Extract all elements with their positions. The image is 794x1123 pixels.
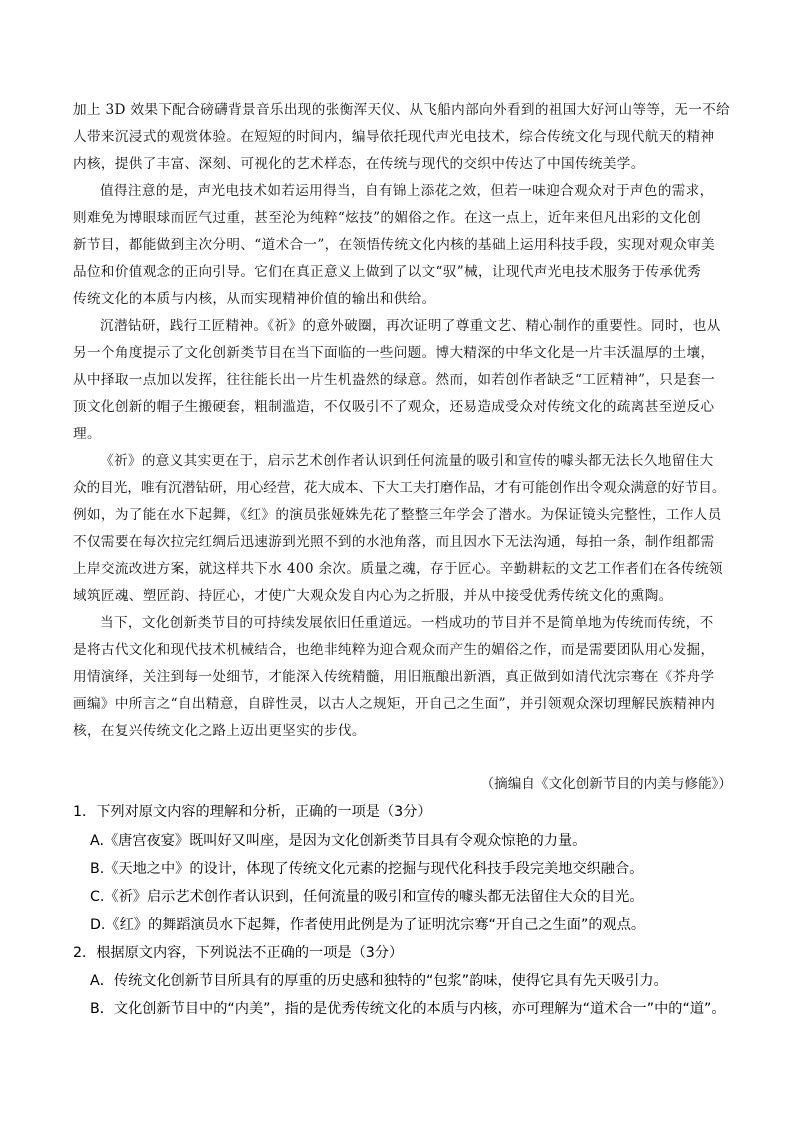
question-stem: 1．下列对原文内容的理解和分析，正确的一项是（3分） xyxy=(73,804,432,820)
passage-line: 则难免为博眼球而匠气过重，甚至沦为纯粹“炫技”的媚俗之作。在这一点上，近年来但凡出彩的文化创 xyxy=(73,210,702,226)
question-stem: 2．根据原文内容，下列说法不正确的一项是（3分） xyxy=(73,945,404,961)
passage-line: 是将古代文化和现代技术机械结合，也绝非纯粹为迎合观众而产生的媚俗之作，而是需要团队用心发掘， xyxy=(73,642,715,658)
passage-line: 域筑匠魂、塑匠韵、持匠心，才使广大观众发自内心为之折服，并从中接受优秀传统文化的熏陶。 xyxy=(73,588,673,604)
passage-line: 众的目光，唯有沉潜钻研，用心经营，花大成本、下大工夫打磨作品，才有可能创作出令观众满意的好节目。 xyxy=(73,480,726,496)
passage-line: 新节目，都能做到主次分明、“道术合一”，在领悟传统文化内核的基础上运用科技手段，实现对观众审美 xyxy=(73,237,716,253)
passage-line: 加上 3D 效果下配合磅礴背景音乐出现的张衡浑天仪、从飞船内部向外看到的祖国大好河山等等，无一不给 xyxy=(73,102,731,118)
passage-line: 上岸交流改进方案，就这样共下水 400 余次。质量之魂，存于匠心。辛勤耕耘的文艺工作者们在各传统领 xyxy=(73,561,723,577)
option-d[interactable]: D.《红》的舞蹈演员水下起舞，作者使用此例是为了证明沈宗骞“开自己之生面”的观点。 xyxy=(90,917,646,933)
passage-line: 顶文化创新的帽子生搬硬套，粗制滥造，不仅吸引不了观众，还易造成受众对传统文化的疏离甚至逆反心 xyxy=(73,399,715,415)
option-c[interactable]: C.《祈》启示艺术创作者认识到，任何流量的吸引和宣传的噱头都无法留住大众的目光。 xyxy=(90,889,644,905)
passage-line: 从中择取一点加以发挥，往往能长出一片生机盎然的绿意。然而，如若创作者缺乏“工匠精神”，只是套一 xyxy=(73,372,716,388)
passage-line: 人带来沉浸式的观赏体验。在短短的时间内，编导依托现代声光电技术，综合传统文化与现代航天的精神 xyxy=(73,129,715,145)
passage-line: 例如，为了能在水下起舞，《红》的演员张娅姝先花了整整三年学会了潜水。为保证镜头完整性，工作人员 xyxy=(73,507,722,523)
passage-line: 传统文化的本质与内核，从而实现精神价值的输出和供给。 xyxy=(73,291,436,307)
passage-line: 核，在复兴传统文化之路上迈出更坚实的步伐。 xyxy=(73,723,366,739)
passage-line: 当下，文化创新类节目的可持续发展依旧任重道远。一档成功的节目并不是简单地为传统而传统，不 xyxy=(100,615,714,631)
option-b[interactable]: B.《天地之中》的设计，体现了传统文化元素的挖掘与现代化科技手段完美地交织融合。 xyxy=(90,861,644,877)
passage-line: 《祈》的意义其实更在于，启示艺术创作者认识到任何流量的吸引和宣传的噱头都无法长久地留住大 xyxy=(100,453,714,469)
passage-line: 理。 xyxy=(73,426,101,442)
passage-line: 内核，提供了丰富、深刻、可视化的艺术样态，在传统与现代的交织中传达了中国传统美学。 xyxy=(73,156,645,172)
passage-line: 沉潜钻研，践行工匠精神。《祈》的意外破圈，再次证明了尊重文艺、精心制作的重要性。同时，也从 xyxy=(100,318,721,334)
option-a[interactable]: A.《唐宫夜宴》既叫好又叫座，是因为文化创新类节目具有令观众惊艳的力量。 xyxy=(90,833,587,849)
passage-line: 值得注意的是，声光电技术如若运用得当，自有锦上添花之效，但若一味迎合观众对于声色的需求， xyxy=(100,183,714,199)
passage-source: （摘编自《文化创新节目的内美与修能》） xyxy=(480,776,732,792)
passage-line: 不仅需要在每次拉完红绸后迅速游到光照不到的水池角落，而且因水下无法沟通，每拍一条，制作组都需 xyxy=(73,534,715,550)
option-b[interactable]: B．文化创新节目中的“内美”，指的是优秀传统文化的本质与内核，亦可理解为“道术合一”中的“道”。 xyxy=(90,1001,726,1017)
option-a[interactable]: A．传统文化创新节目所具有的厚重的历史感和独特的“包浆”韵味，使得它具有先天吸引力。 xyxy=(90,973,668,989)
passage-line: 画编》中所言之“自出精意，自辟性灵，以古人之规矩，开自己之生面”，并引领观众深切理解民族精神内 xyxy=(73,696,716,712)
passage-line: 用情演绎，关注到每一处细节，才能深入传统精髓，用旧瓶酿出新酒，真正做到如清代沈宗骞在《芥舟学 xyxy=(73,669,715,685)
passage-line: 品位和价值观念的正向引导。它们在真正意义上做到了以文“驭”械，让现代声光电技术服务于传承优秀 xyxy=(73,264,702,280)
passage-line: 另一个角度提示了文化创新类节目在当下面临的一些问题。博大精深的中华文化是一片丰沃温厚的土壤， xyxy=(73,345,715,361)
